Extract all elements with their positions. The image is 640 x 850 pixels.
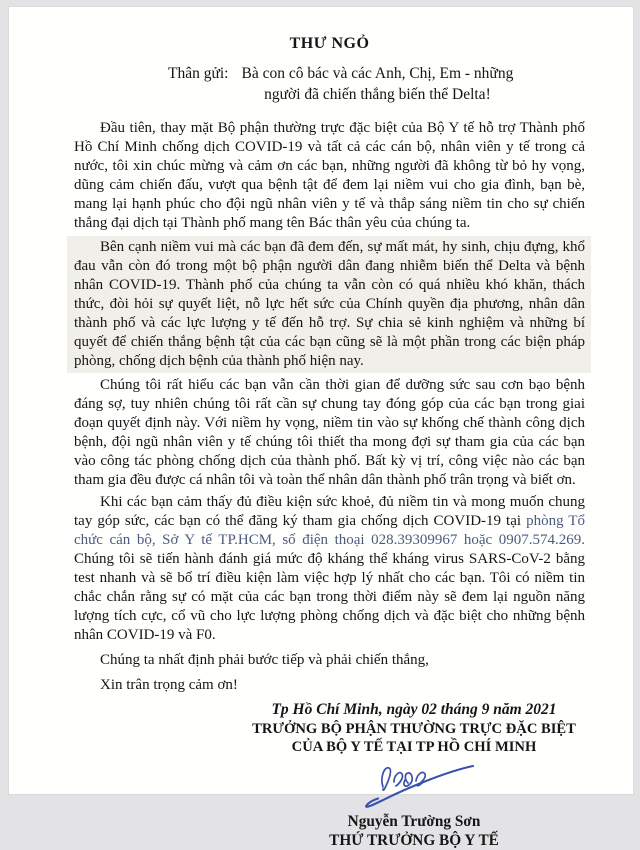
paragraph-1: Đầu tiên, thay mặt Bộ phận thường trực đặc biệt của Bộ Y tế hỗ trợ Thành phố Hồ Chí Minh chống dịch COVID-19 và tất cả các cán bộ, nhân viên y tế trong cả nước, tôi xin chúc mừng và cảm ơn các bạn, những người đã không từ bỏ hy vọng, dũng cảm chiến đấu, vượt qua bệnh tật để đem lại niềm vui cho gia đình, bạn bè, mang lại hạnh phúc cho đội ngũ nhân viên y tế và thắp sáng niềm tin cho sự chiến thắng đại dịch tại Thành phố mang tên Bác thân yêu của chúng ta. xyxy=(74,120,585,231)
place-and-date: Tp Hồ Chí Minh, ngày 02 tháng 9 năm 2021 xyxy=(271,701,557,718)
signer-org-line-2: CỦA BỘ Y TẾ TẠI TP HỒ CHÍ MINH xyxy=(291,739,537,755)
contact-info-segment: phòng Tổ chức cán bộ, Sở Y tế TP.HCM, số điện thoại 028.39309967 hoặc 0907.574.269. xyxy=(74,513,585,548)
letter-page xyxy=(8,6,634,849)
greeting-addressee-line2: người đã chiến thắng biến thể Delta! xyxy=(264,86,491,103)
paragraph-4 xyxy=(74,493,585,645)
closing-line-2: Xin trân trọng cảm ơn! xyxy=(100,677,238,693)
paragraph-3: Chúng tôi rất hiểu các bạn vẫn cần thời gian để dưỡng sức sau cơn bạo bệnh đáng sợ, tuy nhiên chúng tôi rất cần sự chung tay đóng góp của các bạn trong giai đoạn quyết định này. Với niềm hy vọng, niềm tin vào sự khống chế thành công dịch bệnh, đội ngũ nhân viên y tế chúng tôi thiết tha mong đợi sự tham gia của các bạn vào công tác phòng chống dịch của thành phố. Bất kỳ vị trí, công việc nào các bạn tham gia đều được cá nhân tôi và toàn thể nhân dân thành phố trân trọng và biết ơn. xyxy=(74,377,585,488)
paragraph-2-highlighted: Bên cạnh niềm vui mà các bạn đã đem đến, sự mất mát, hy sinh, chịu đựng, khổ đau vẫn còn đó trong một bộ phận người dân đang nhiễm biến thể Delta và bệnh nhân COVID-19. Thành phố của chúng ta vẫn còn có quá nhiều khó khăn, thách thức, đòi hỏi sự quyết liệt, nỗ lực hết sức của Chính quyền địa phương, nhân dân thành phố và các lực lượng y tế đến hỗ trợ. Sự chia sẻ kinh nghiệm và những bí quyết để chiến thắng bệnh tật của các bạn cũng sẽ là một phần trong các biện pháp phòng, chống dịch bệnh của thành phố hiện nay. xyxy=(67,236,591,373)
signature-icon xyxy=(349,761,479,809)
signer-org-line-1: TRƯỞNG BỘ PHẬN THƯỜNG TRỰC ĐẶC BIỆT xyxy=(252,721,576,737)
signoff-block xyxy=(241,700,587,850)
paragraph-4-text: Khi các bạn cảm thấy đủ điều kiện sức khoẻ, đủ niềm tin và mong muốn chung tay góp sức, các bạn có thể đăng ký tham gia chống dịch COVID-19 tại xyxy=(74,494,585,529)
letter-body xyxy=(74,119,585,695)
greeting-addressee-line1: Bà con cô bác và các Anh, Chị, Em - những xyxy=(241,65,514,82)
closing-line-1: Chúng ta nhất định phải bước tiếp và phải chiến thắng, xyxy=(100,652,429,668)
greeting-label: Thân gửi: xyxy=(168,65,229,82)
paragraph-4-text-after: Chúng tôi sẽ tiến hành đánh giá mức độ kháng thể kháng virus SARS-CoV-2 bằng test nhanh và sẽ bố trí điều kiện làm việc hợp lý nhất cho các bạn. Tôi có niềm tin chắc chắn rằng sự có mặt của các bạn trong thời điểm này sẽ đem lại nguồn năng lượng tích cực, cổ vũ cho lực lượng phòng chống dịch và đặc biệt cho những bệnh nhân COVID-19 và F0. xyxy=(74,551,585,643)
handwritten-signature-ink xyxy=(349,761,479,809)
greeting-block xyxy=(168,63,585,105)
signer-title: THỨ TRƯỞNG BỘ Y TẾ xyxy=(329,832,499,849)
signer-name: Nguyễn Trường Sơn xyxy=(347,813,481,830)
greeting-addressee xyxy=(242,63,514,105)
document-title: THƯ NGỎ xyxy=(289,35,370,52)
